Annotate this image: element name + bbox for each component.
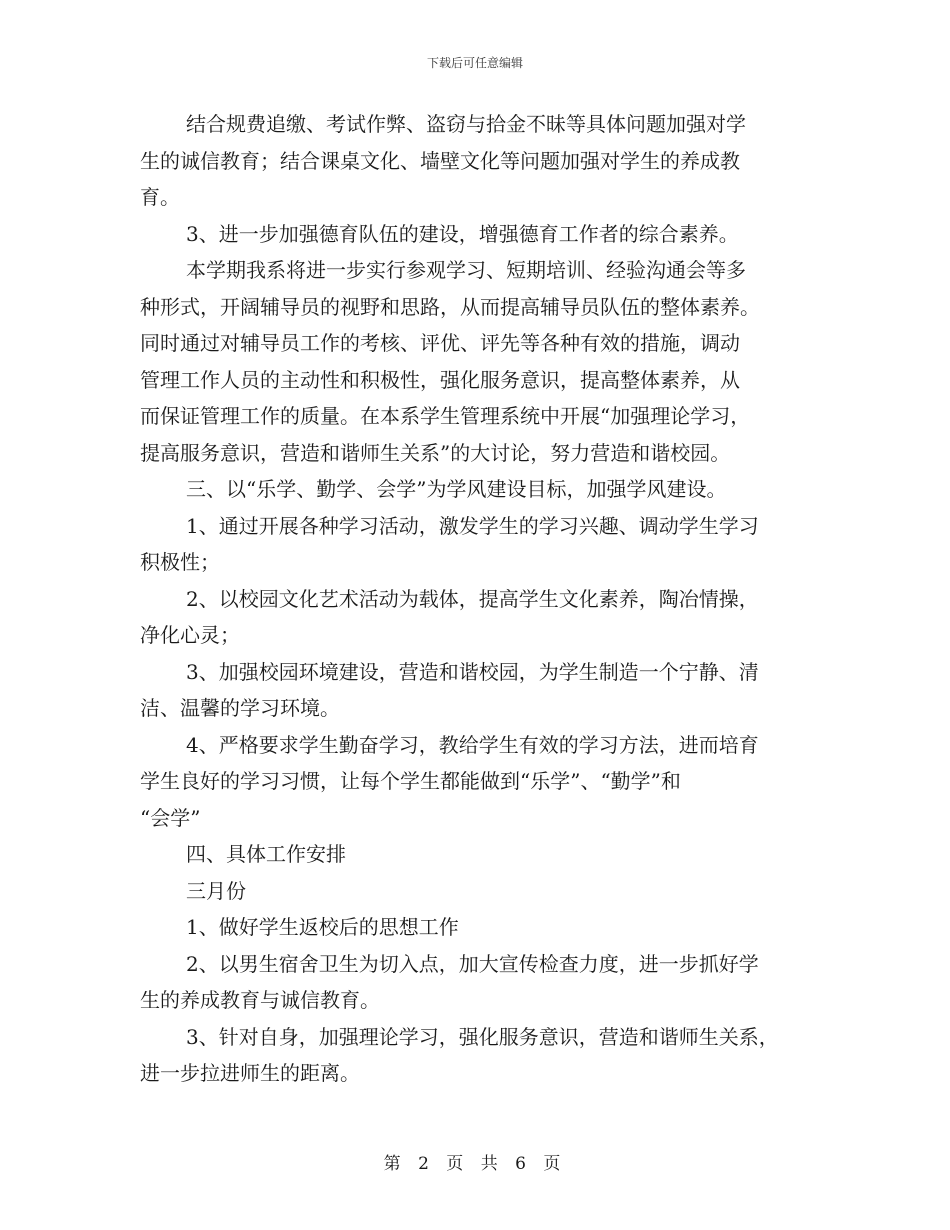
paragraph — [140, 106, 810, 216]
paragraph-line: 三、以“乐学、勤学、会学”为学风建设目标，加强学风建设。 — [186, 477, 727, 501]
paragraph — [140, 252, 810, 471]
paragraph-line: 2、以校园文化艺术活动为载体，提高学生文化素养，陶冶情操， — [186, 586, 759, 611]
paragraph-line: 4、严格要求学生勤奋学习，教给学生有效的学习方法，进而培育 — [186, 732, 759, 757]
paragraph-line: 管理工作人员的主动性和积极性，强化服务意识，提高整体素养，从 — [140, 367, 740, 392]
paragraph-line: 积极性； — [140, 550, 220, 574]
page-number: 第 2 页 共 6 页 — [383, 1154, 567, 1174]
paragraph-line: 1、通过开展各种学习活动，激发学生的学习兴趣、调动学生学习 — [186, 513, 759, 538]
paragraph-line: “会学” — [140, 805, 201, 830]
paragraph-line: 同时通过对辅导员工作的考核、评优、评先等各种有效的措施，调动 — [140, 331, 740, 355]
paragraph-line: 洁、温馨的学习环境。 — [140, 696, 340, 720]
paragraph — [140, 654, 810, 727]
paragraph — [140, 946, 810, 1019]
paragraph-line: 本学期我系将进一步实行参观学习、短期培训、经验沟通会等多 — [186, 258, 746, 282]
paragraph-line: 学生良好的学习习惯，让每个学生都能做到“乐学”、“勤学”和 — [140, 769, 681, 793]
paragraph — [140, 216, 810, 253]
paragraph — [140, 581, 810, 654]
paragraph — [140, 727, 810, 837]
paragraph-line: 1、做好学生返校后的思想工作 — [186, 915, 459, 939]
paragraph-line: 净化心灵； — [140, 623, 240, 647]
paragraph-line: 育。 — [140, 185, 180, 209]
paragraph-line: 三月份 — [186, 878, 246, 903]
paragraph-line: 而保证管理工作的质量。在本系学生管理系统中开展“加强理论学习， — [140, 404, 751, 428]
paragraph — [140, 836, 810, 873]
paragraph — [140, 909, 810, 946]
paragraph-line: 2、以男生宿舍卫生为切入点，加大宣传检查力度，进一步抓好学 — [186, 951, 759, 976]
paragraph-line: 3、进一步加强德育队伍的建设，增强德育工作者的综合素养。 — [186, 221, 739, 246]
paragraph — [140, 1019, 810, 1092]
paragraph-line: 进一步拉进师生的距离。 — [140, 1061, 360, 1085]
paragraph-line: 种形式，开阔辅导员的视野和思路，从而提高辅导员队伍的整体素养。 — [140, 294, 760, 319]
document-body — [140, 106, 810, 1092]
paragraph-line: 3、加强校园环境建设，营造和谐校园，为学生制造一个宁静、清 — [186, 659, 759, 684]
paragraph-line: 提高服务意识，营造和谐师生关系”的大讨论，努力营造和谐校园。 — [140, 440, 731, 465]
paragraph — [140, 873, 810, 910]
paragraph — [140, 471, 810, 508]
paragraph-line: 结合规费追缴、考试作弊、盗窃与拾金不昧等具体问题加强对学 — [186, 112, 746, 136]
download-editable-note: 下载后可任意编辑 — [426, 56, 523, 70]
paragraph-line: 3、针对自身，加强理论学习，强化服务意识，营造和谐师生关系， — [186, 1024, 779, 1049]
paragraph-line: 生的诚信教育；结合课桌文化、墙壁文化等问题加强对学生的养成教 — [140, 148, 740, 173]
paragraph — [140, 508, 810, 581]
paragraph-line: 四、具体工作安排 — [186, 842, 346, 866]
paragraph-line: 生的养成教育与诚信教育。 — [140, 988, 380, 1012]
